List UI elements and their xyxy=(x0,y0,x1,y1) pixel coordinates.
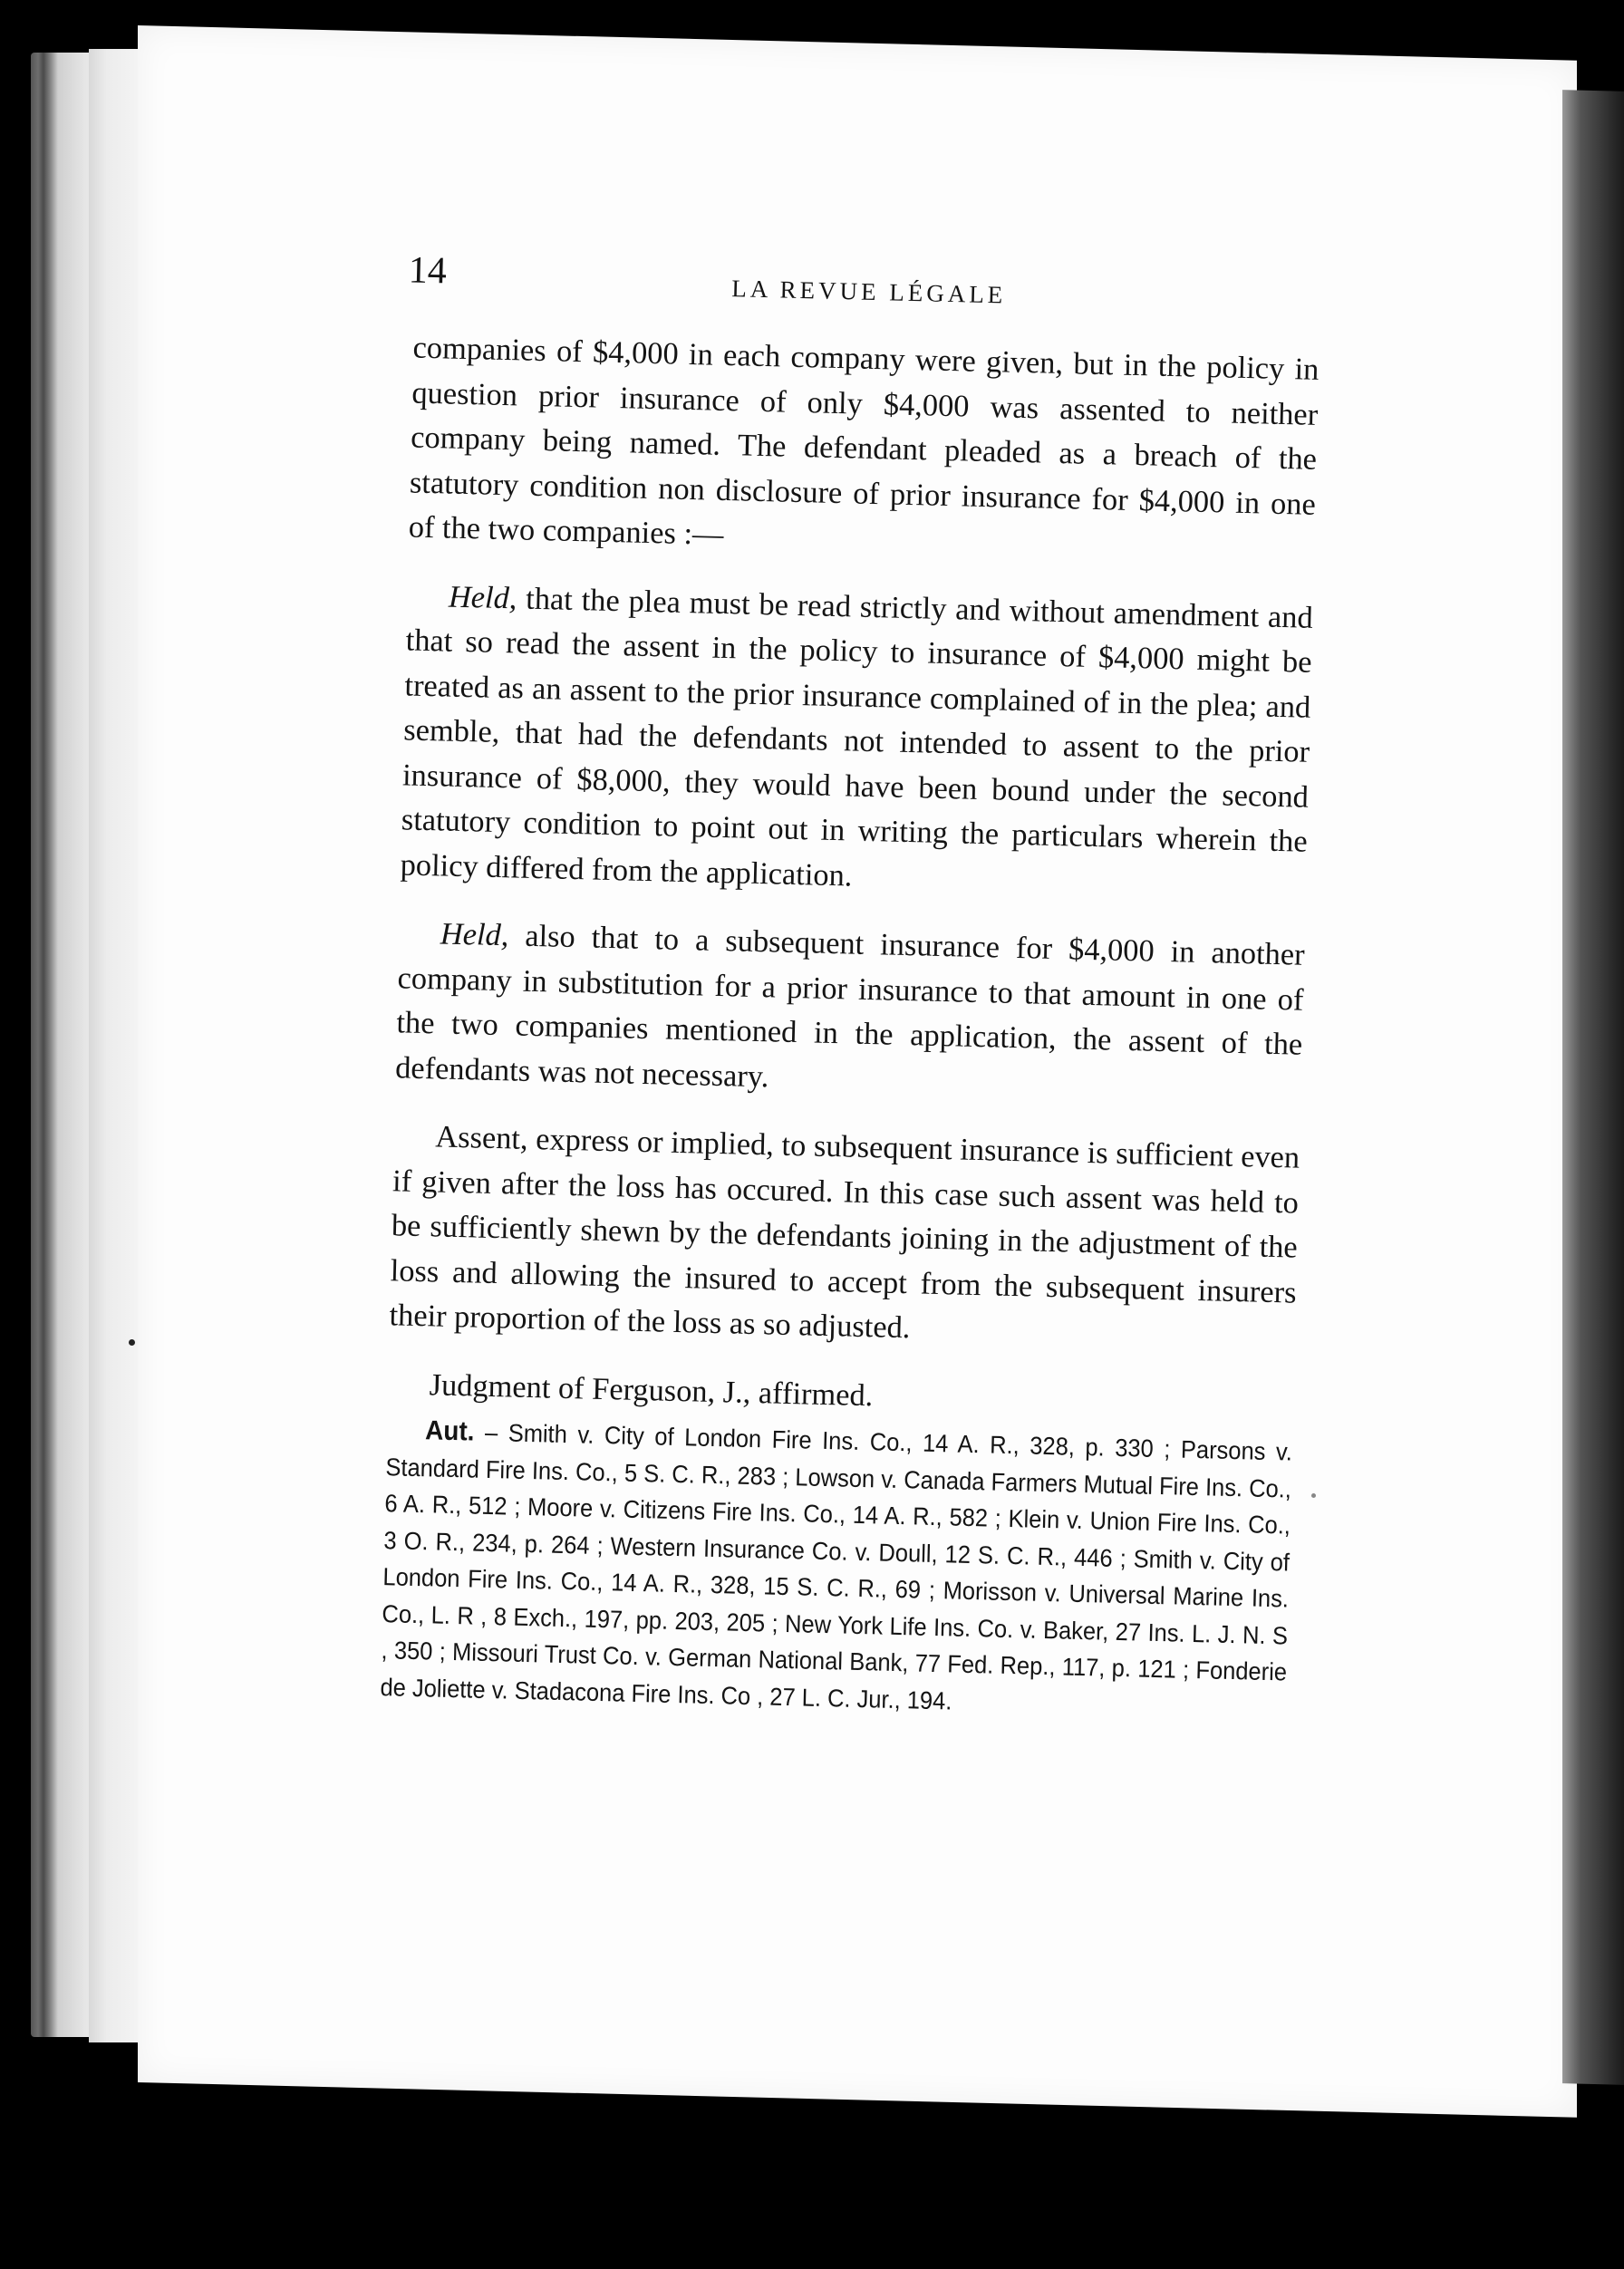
paragraph xyxy=(389,1114,1300,1360)
paragraph-text: Assent, express or implied, to subsequent insurance is sufficient even if given after the loss has occured. In this case such assent was held to be sufficiently shewn by the defendants joining in the adjustment of the loss and allowing the insured to accept from the subsequent insurers their proportion of the loss as so adjusted. xyxy=(389,1119,1300,1346)
authorities-list xyxy=(380,1412,1292,1727)
speck-mark xyxy=(129,1339,135,1346)
paragraph xyxy=(408,326,1320,573)
authorities-label: Aut. xyxy=(424,1415,475,1447)
paragraph xyxy=(395,911,1306,1112)
authorities-text: – Smith v. City of London Fire Ins. Co., 14 A. R., 328, p. 330 ; Parsons v. Standard Fire Ins. Co., 5 S. C. R., 283 ; Lowson v. Canada Farmers Mutual Fire Ins. Co., 6 A. R., 512 ; Moore v. Citizens Fire Ins. Co., 14 A. R., 582 ; Klein v. Union Fire Ins. Co., 3 O. R., 234, p. 264 ; Western Insurance Co. v. Doull, 12 S. C. R., 446 ; Smith v. City of London Fire Ins. Co., 14 A. R., 328, 15 S. C. R., 69 ; Morisson v. Universal Marine Ins. Co., L. R , 8 Exch., 197, pp. 203, 205 ; New York Life Ins. Co. v. Baker, 27 Ins. L. J. N. S , 350 ; Missouri Trust Co. v. German National Bank, 77 Fed. Rep., 117, p. 121 ; Fonderie de Joliette v. Stadacona Fire Ins. Co , 27 L. C. Jur., 194. xyxy=(380,1417,1293,1715)
paragraph-text: Judgment of Ferguson, J., affirmed. xyxy=(429,1366,874,1413)
speck-mark xyxy=(1311,1493,1316,1498)
paragraph-text: also that to a subsequent insurance for $4,000 in another company in substitution for a prior insurance to that amount in one of the two companies mentioned in the application, the assent of the defendants was not necessary. xyxy=(394,918,1306,1094)
paragraph-text: companies of $4,000 in each company were given, but in the policy in question prior insurance of only $4,000 was assented to neither company being named. The defendant pleaded as a breach of the statutory condition non disclosure of prior insurance for $4,000 in one of the two companies :— xyxy=(408,330,1320,552)
held-lead: Held, xyxy=(448,579,517,615)
held-lead: Held, xyxy=(440,916,509,953)
paragraph-text: that the plea must be read strictly and without amendment and that so read the assent in the policy to insurance of $4,000 might be treated as an assent to the prior insurance complained of in the plea; and semble, that had the defendants not intended to assent to the prior insurance of $8,000, they would have been bound under the second statutory condition to point out in writing the particulars wherein the policy differed from the application. xyxy=(400,580,1314,893)
next-page-edge xyxy=(1562,90,1624,2085)
page-content xyxy=(249,0,1320,1715)
body-text xyxy=(380,326,1320,1728)
paragraph xyxy=(400,574,1313,910)
page-number: 14 xyxy=(408,249,448,293)
running-head: LA REVUE LÉGALE xyxy=(731,275,1007,309)
